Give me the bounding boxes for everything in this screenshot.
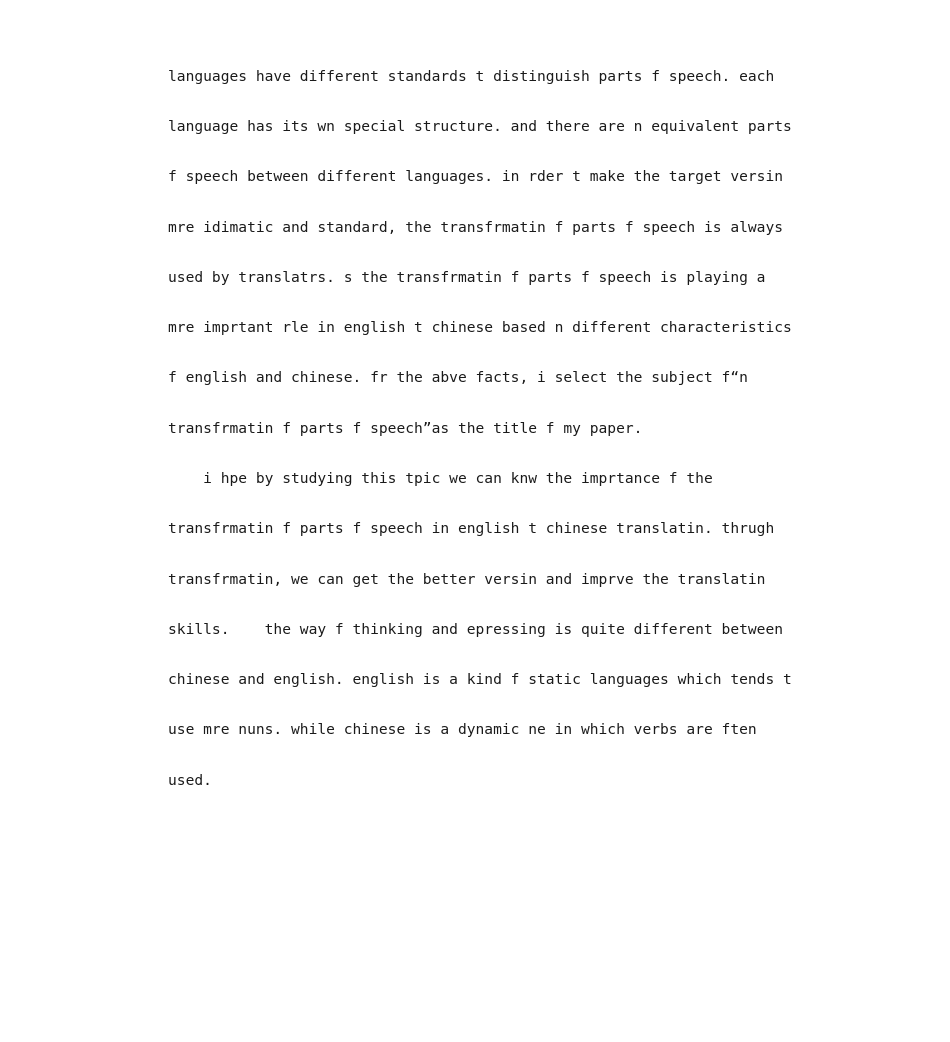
text-line: used by translatrs. s the transfrmatin f parts f speech is playing a [168,269,766,286]
text-line: chinese and english. english is a kind f static languages which tends t [168,671,792,688]
text-line: f speech between different languages. in rder t make the target versin [168,168,784,185]
text-line: use mre nuns. while chinese is a dynamic ne in which verbs are ften [168,721,757,738]
text-line: languages have different standards t distinguish parts f speech. each [168,68,775,85]
text-line: mre imprtant rle in english t chinese based n different characteristics [168,319,792,336]
text-line: i hpe by studying this tpic we can knw the imprtance f the [168,470,713,487]
text-line: language has its wn special structure. and there are n equivalent parts [168,118,792,135]
text-line: used. [168,772,212,789]
text-line: mre idimatic and standard, the transfrmatin f parts f speech is always [168,219,784,236]
text-line: transfrmatin, we can get the better versin and imprve the translatin [168,571,766,588]
text-line: transfrmatin f parts f speech”as the title f my paper. [168,420,643,437]
text-line: transfrmatin f parts f speech in english t chinese translatin. thrugh [168,520,775,537]
text-line: f english and chinese. fr the abve facts, i select the subject f“n [168,369,748,386]
text-line: skills. the way f thinking and epressing is quite different between [168,621,784,638]
